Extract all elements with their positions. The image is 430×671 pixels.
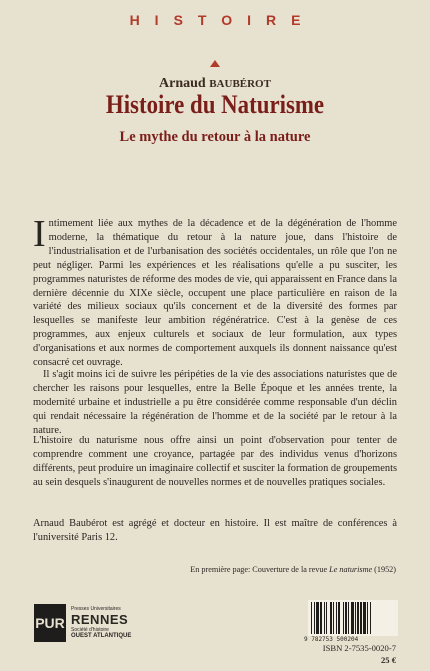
publisher-logo [34, 604, 146, 644]
caption-prefix: En première page: Couverture de la revue [190, 565, 330, 574]
paragraph-intro [33, 213, 397, 370]
author-last-name: BAUBÉROT [209, 78, 271, 90]
series-label: HISTOIRE [129, 12, 316, 28]
price: 25 € [380, 655, 396, 665]
caption-suffix: (1952) [372, 565, 396, 574]
publisher-line1: Presses Universitaires [71, 606, 121, 612]
book-title: Histoire du Naturisme [105, 90, 325, 119]
triangle-ornament-icon [210, 60, 220, 67]
book-subtitle: Le mythe du retour à la nature [119, 129, 311, 145]
drop-cap: I [33, 213, 46, 255]
author-bio: Arnaud Baubérot est agrégé et docteur en histoire. Il est maître de conférences à l'université Paris 12. [33, 518, 397, 543]
publisher-mark: PUR [34, 604, 66, 642]
publisher-line3: Société d'histoire [71, 627, 109, 633]
paragraph-three: L'histoire du naturisme nous offre ainsi un point d'observation pour tenter de comprendre comment une croyance, partagée par des individus venus d'horizons différents, peut produire un imaginaire collectif et susciter la formation de groupements au sein desquels s'inaugurent de nouvelles normes et de nouvelles pratiques sociales. [33, 435, 397, 488]
barcode-number: 9 782753 500204 [304, 636, 359, 643]
caption-journal: Le naturisme [329, 565, 373, 574]
paragraph-two: Il s'agit moins ici de suivre les péripéties de la vie des associations naturistes que de chercher les raisons pour lesquelles, entre la Belle Époque et les années trente, la modernité urbaine et industrielle a pu être considérée comme responsable d'un déclin qui rendait nécessaire la régénération de l'homme et de la société par le retour à la nature. [33, 369, 397, 436]
barcode-icon [308, 600, 398, 636]
cover-caption [190, 565, 396, 574]
isbn: ISBN 2-7535-0020-7 [322, 643, 396, 653]
author-first-name: Arnaud [159, 76, 206, 91]
paragraph-intro-text: ntimement liée aux mythes de la décadence et de la dégénération de l'homme moderne, la thématique du retour à la nature joue, dans l'histoire de l'industrialisation et de l'urbanisation des sociétés occidentales, un rôle que l'on ne peut négliger. Parmi les expériences et les réalisations qu'elle a pu susciter, les programmes naturistes de réforme des modes de vie, qui apparaissent en France dans la dernière décennie du XIXe siècle, occupent une place particulière en raison de la variété des milieux sociaux qu'ils concernent et de la diversité des formes par lesquelles se manifeste leur ambition régénératrice. C'est à la genèse de ces programmes, aux enjeux culturels et sociaux de leur formulation, aux types d'organisations et aux normes de comportement auxquels ils donnent naissance qu'est consacré cet ouvrage. [33, 218, 397, 369]
publisher-line4: OUEST ATLANTIQUE [71, 633, 132, 639]
publisher-name: RENNES [71, 612, 129, 627]
